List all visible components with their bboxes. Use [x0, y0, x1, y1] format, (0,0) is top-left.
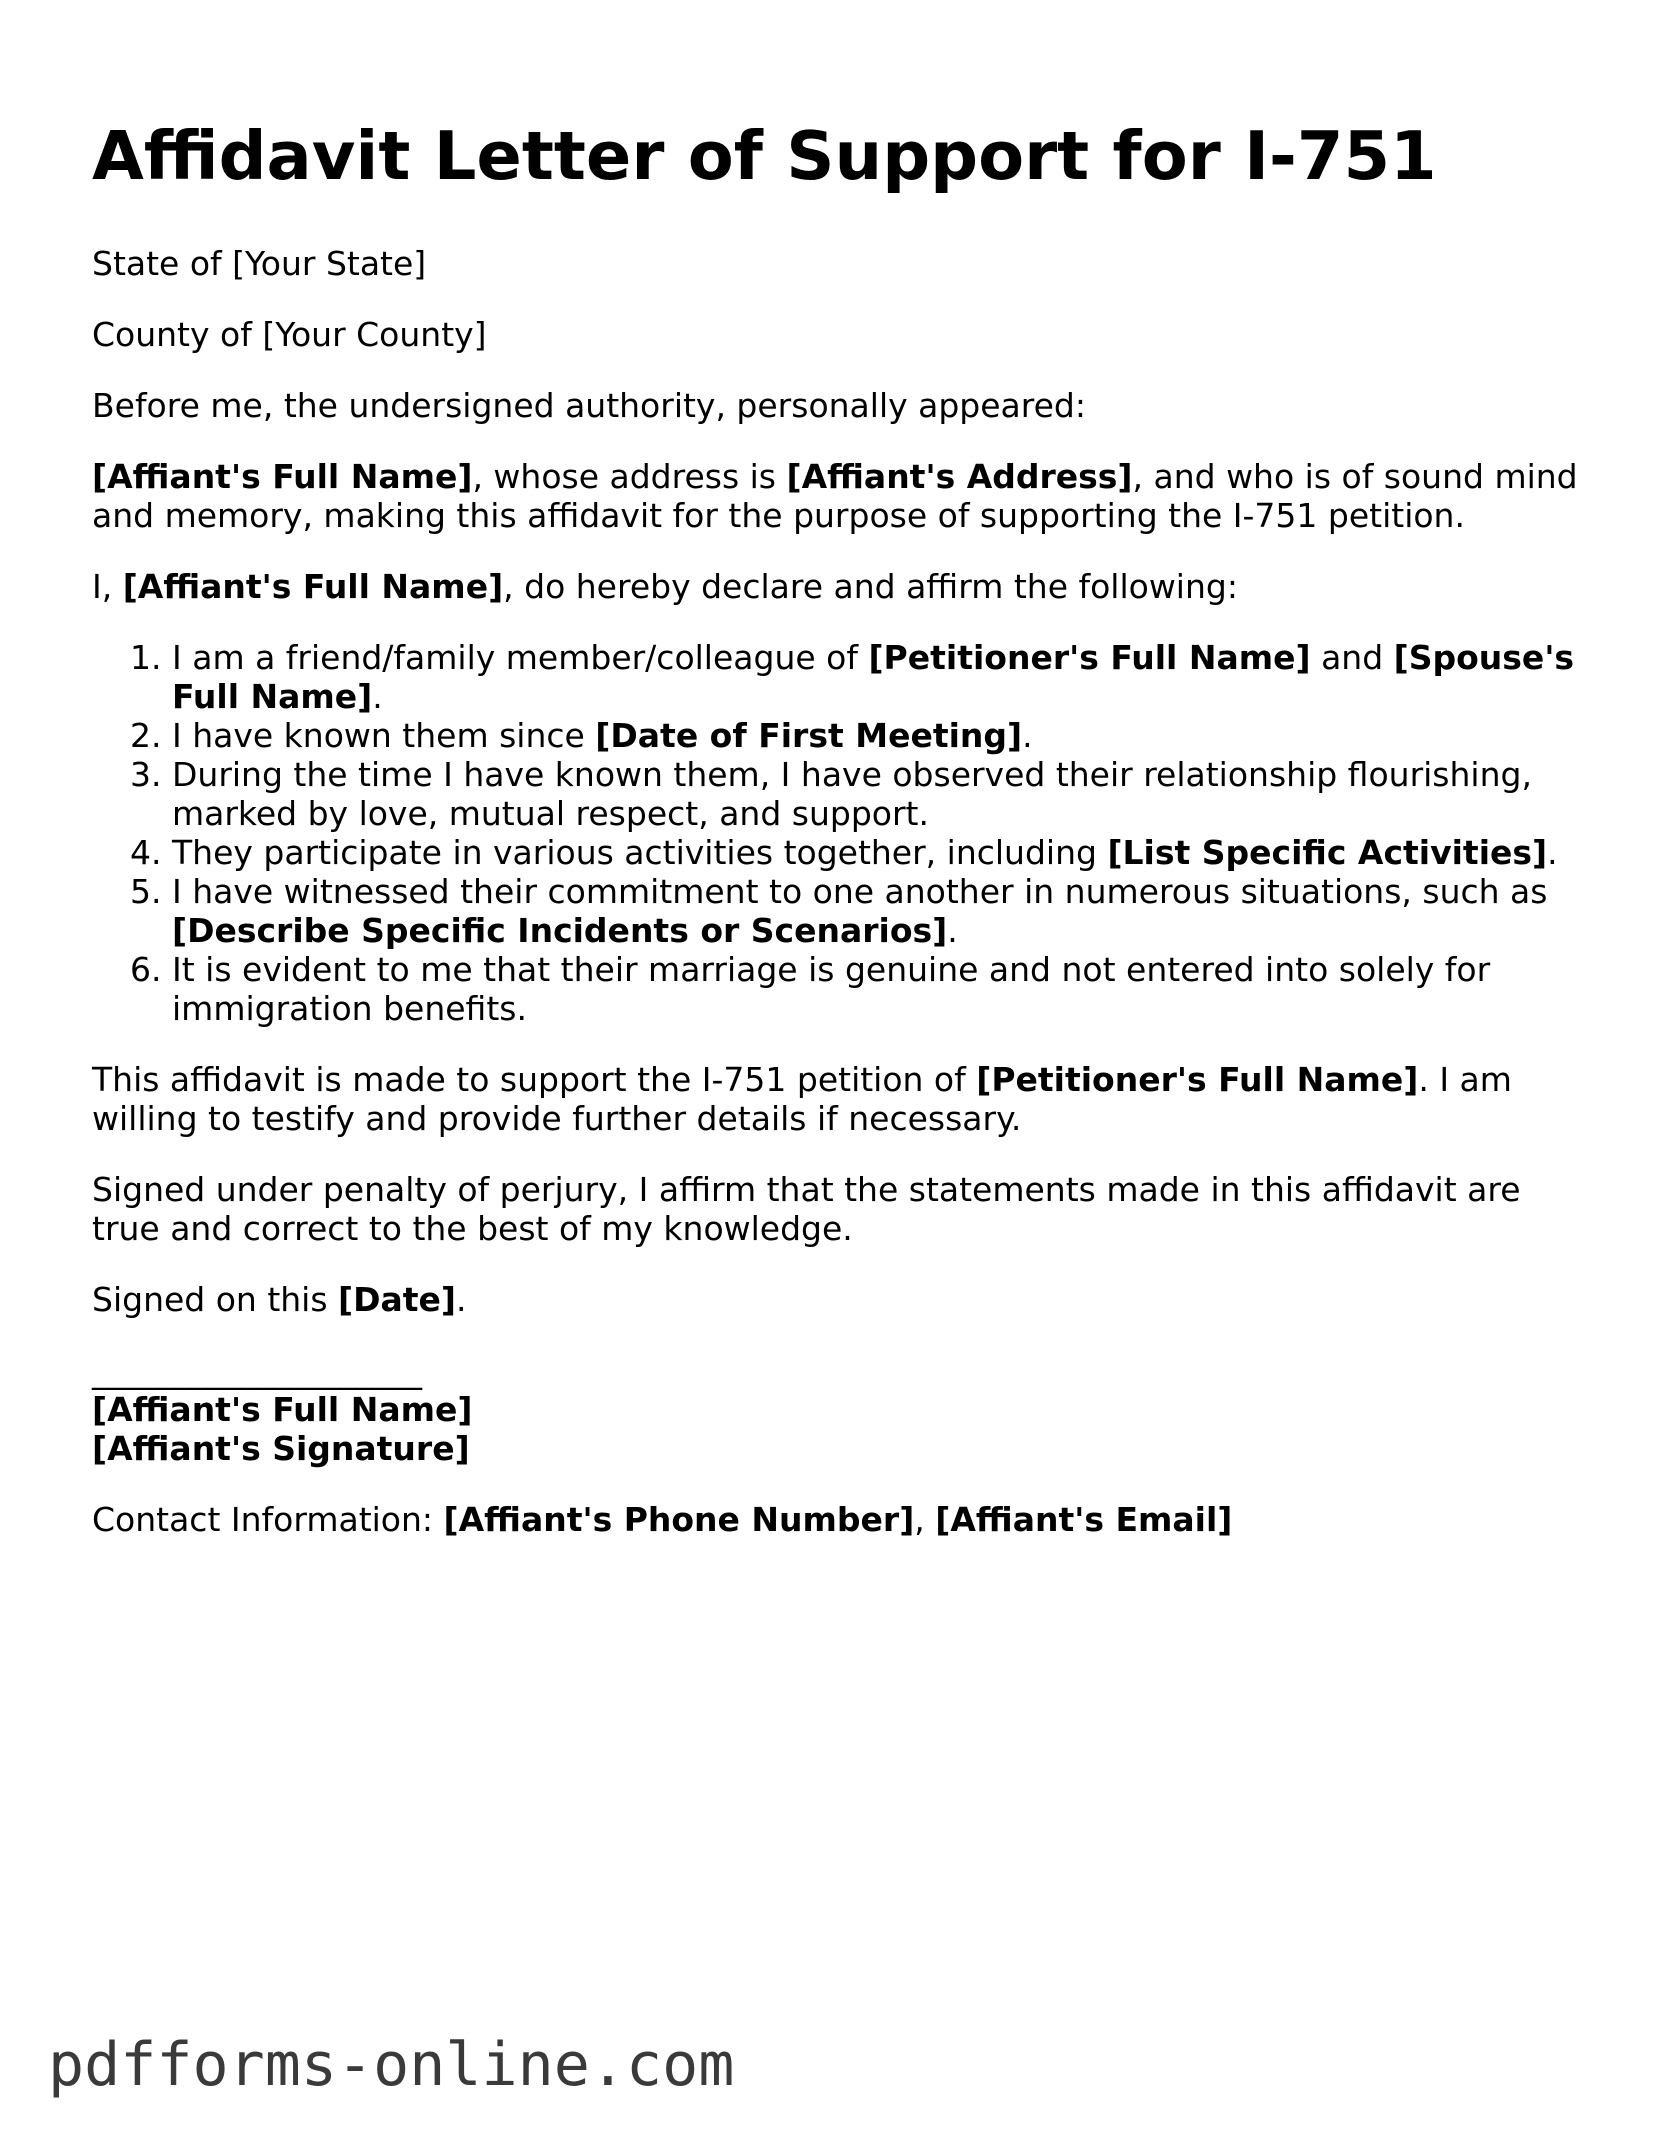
declare-text-2: , do hereby declare and affirm the following:: [503, 567, 1238, 606]
activities-placeholder: [List Specific Activities]: [1107, 833, 1548, 872]
list-item: [172, 755, 1582, 833]
declare-text-1: I,: [92, 567, 123, 606]
affiant-text-2: , and who is of sound mind and memory, making this affidavit for the purpose of supporting the I-751 petition.: [92, 457, 1578, 535]
contact-paragraph: [92, 1500, 1582, 1539]
declare-name-placeholder: [Affiant's Full Name]: [122, 567, 504, 606]
list-item-text: I have known them since: [172, 716, 596, 755]
list-item-text: It is evident to me that their marriage is genuine and not entered into solely for immigration benefits.: [172, 950, 1491, 1028]
list-item-text: .: [947, 911, 958, 950]
list-item-text: .: [1022, 716, 1033, 755]
signature-line: ____________________: [92, 1351, 422, 1390]
list-item-text: I have witnessed their commitment to one another in numerous situations, such as: [172, 872, 1548, 911]
meeting-date-placeholder: [Date of First Meeting]: [595, 716, 1023, 755]
date-placeholder: [Date]: [338, 1280, 457, 1319]
declare-paragraph: [92, 567, 1582, 606]
support-text-2: . I am willing to testify and provide further details if necessary.: [92, 1060, 1512, 1138]
signature-label-placeholder: [Affiant's Signature]: [92, 1429, 470, 1468]
incidents-placeholder: [Describe Specific Incidents or Scenarios]: [172, 911, 948, 950]
support-text-1: This affidavit is made to support the I-751 petition of: [92, 1060, 977, 1099]
signature-name-placeholder: [Affiant's Full Name]: [92, 1390, 473, 1429]
signed-text-1: Signed on this: [92, 1280, 339, 1319]
state-line: State of [Your State]: [92, 244, 427, 283]
signed-paragraph: [92, 1280, 1582, 1319]
intro-line: Before me, the undersigned authority, personally appeared:: [92, 386, 1086, 425]
contact-text-1: Contact Information:: [92, 1500, 444, 1539]
perjury-paragraph: Signed under penalty of perjury, I affirm that the statements made in this affidavit are true and correct to the best of my knowledge.: [92, 1170, 1521, 1248]
document-title: Affidavit Letter of Support for I-751: [92, 117, 1437, 195]
list-item-text: I am a friend/family member/colleague of: [172, 638, 869, 677]
affiant-address-placeholder: [Affiant's Address]: [786, 457, 1133, 496]
list-item-text: and: [1310, 638, 1394, 677]
list-item-text: During the time I have known them, I have observed their relationship flourishing, marked by love, mutual respect, and support.: [172, 755, 1532, 833]
signature-name: [92, 1390, 1582, 1429]
spouse-name-placeholder: [Spouse's Full Name]: [172, 638, 1575, 716]
document-page: [92, 112, 1582, 1571]
list-item: [172, 872, 1582, 950]
phone-placeholder: [Affiant's Phone Number]: [443, 1500, 915, 1539]
list-item-text: .: [372, 677, 383, 716]
list-item: [172, 950, 1582, 1028]
signature-label: [92, 1429, 1582, 1468]
contact-text-2: ,: [914, 1500, 936, 1539]
petitioner-name-placeholder: [Petitioner's Full Name]: [868, 638, 1311, 677]
affiant-name-placeholder: [Affiant's Full Name]: [92, 457, 473, 496]
list-item: [172, 716, 1582, 755]
list-item-text: .: [1547, 833, 1558, 872]
affiant-text-1: , whose address is: [472, 457, 787, 496]
affiant-paragraph: [92, 457, 1582, 535]
list-item: [172, 833, 1582, 872]
support-paragraph: [92, 1060, 1582, 1138]
petitioner-name-placeholder: [Petitioner's Full Name]: [976, 1060, 1419, 1099]
signature-block: [92, 1351, 1582, 1468]
list-item: [172, 638, 1582, 716]
county-line: County of [Your County]: [92, 315, 487, 354]
list-item-text: They participate in various activities together, including: [172, 833, 1108, 872]
signed-text-2: .: [456, 1280, 467, 1319]
watermark: pdfforms-online.com: [48, 2030, 735, 2100]
declaration-list: [92, 638, 1582, 1028]
email-placeholder: [Affiant's Email]: [935, 1500, 1233, 1539]
